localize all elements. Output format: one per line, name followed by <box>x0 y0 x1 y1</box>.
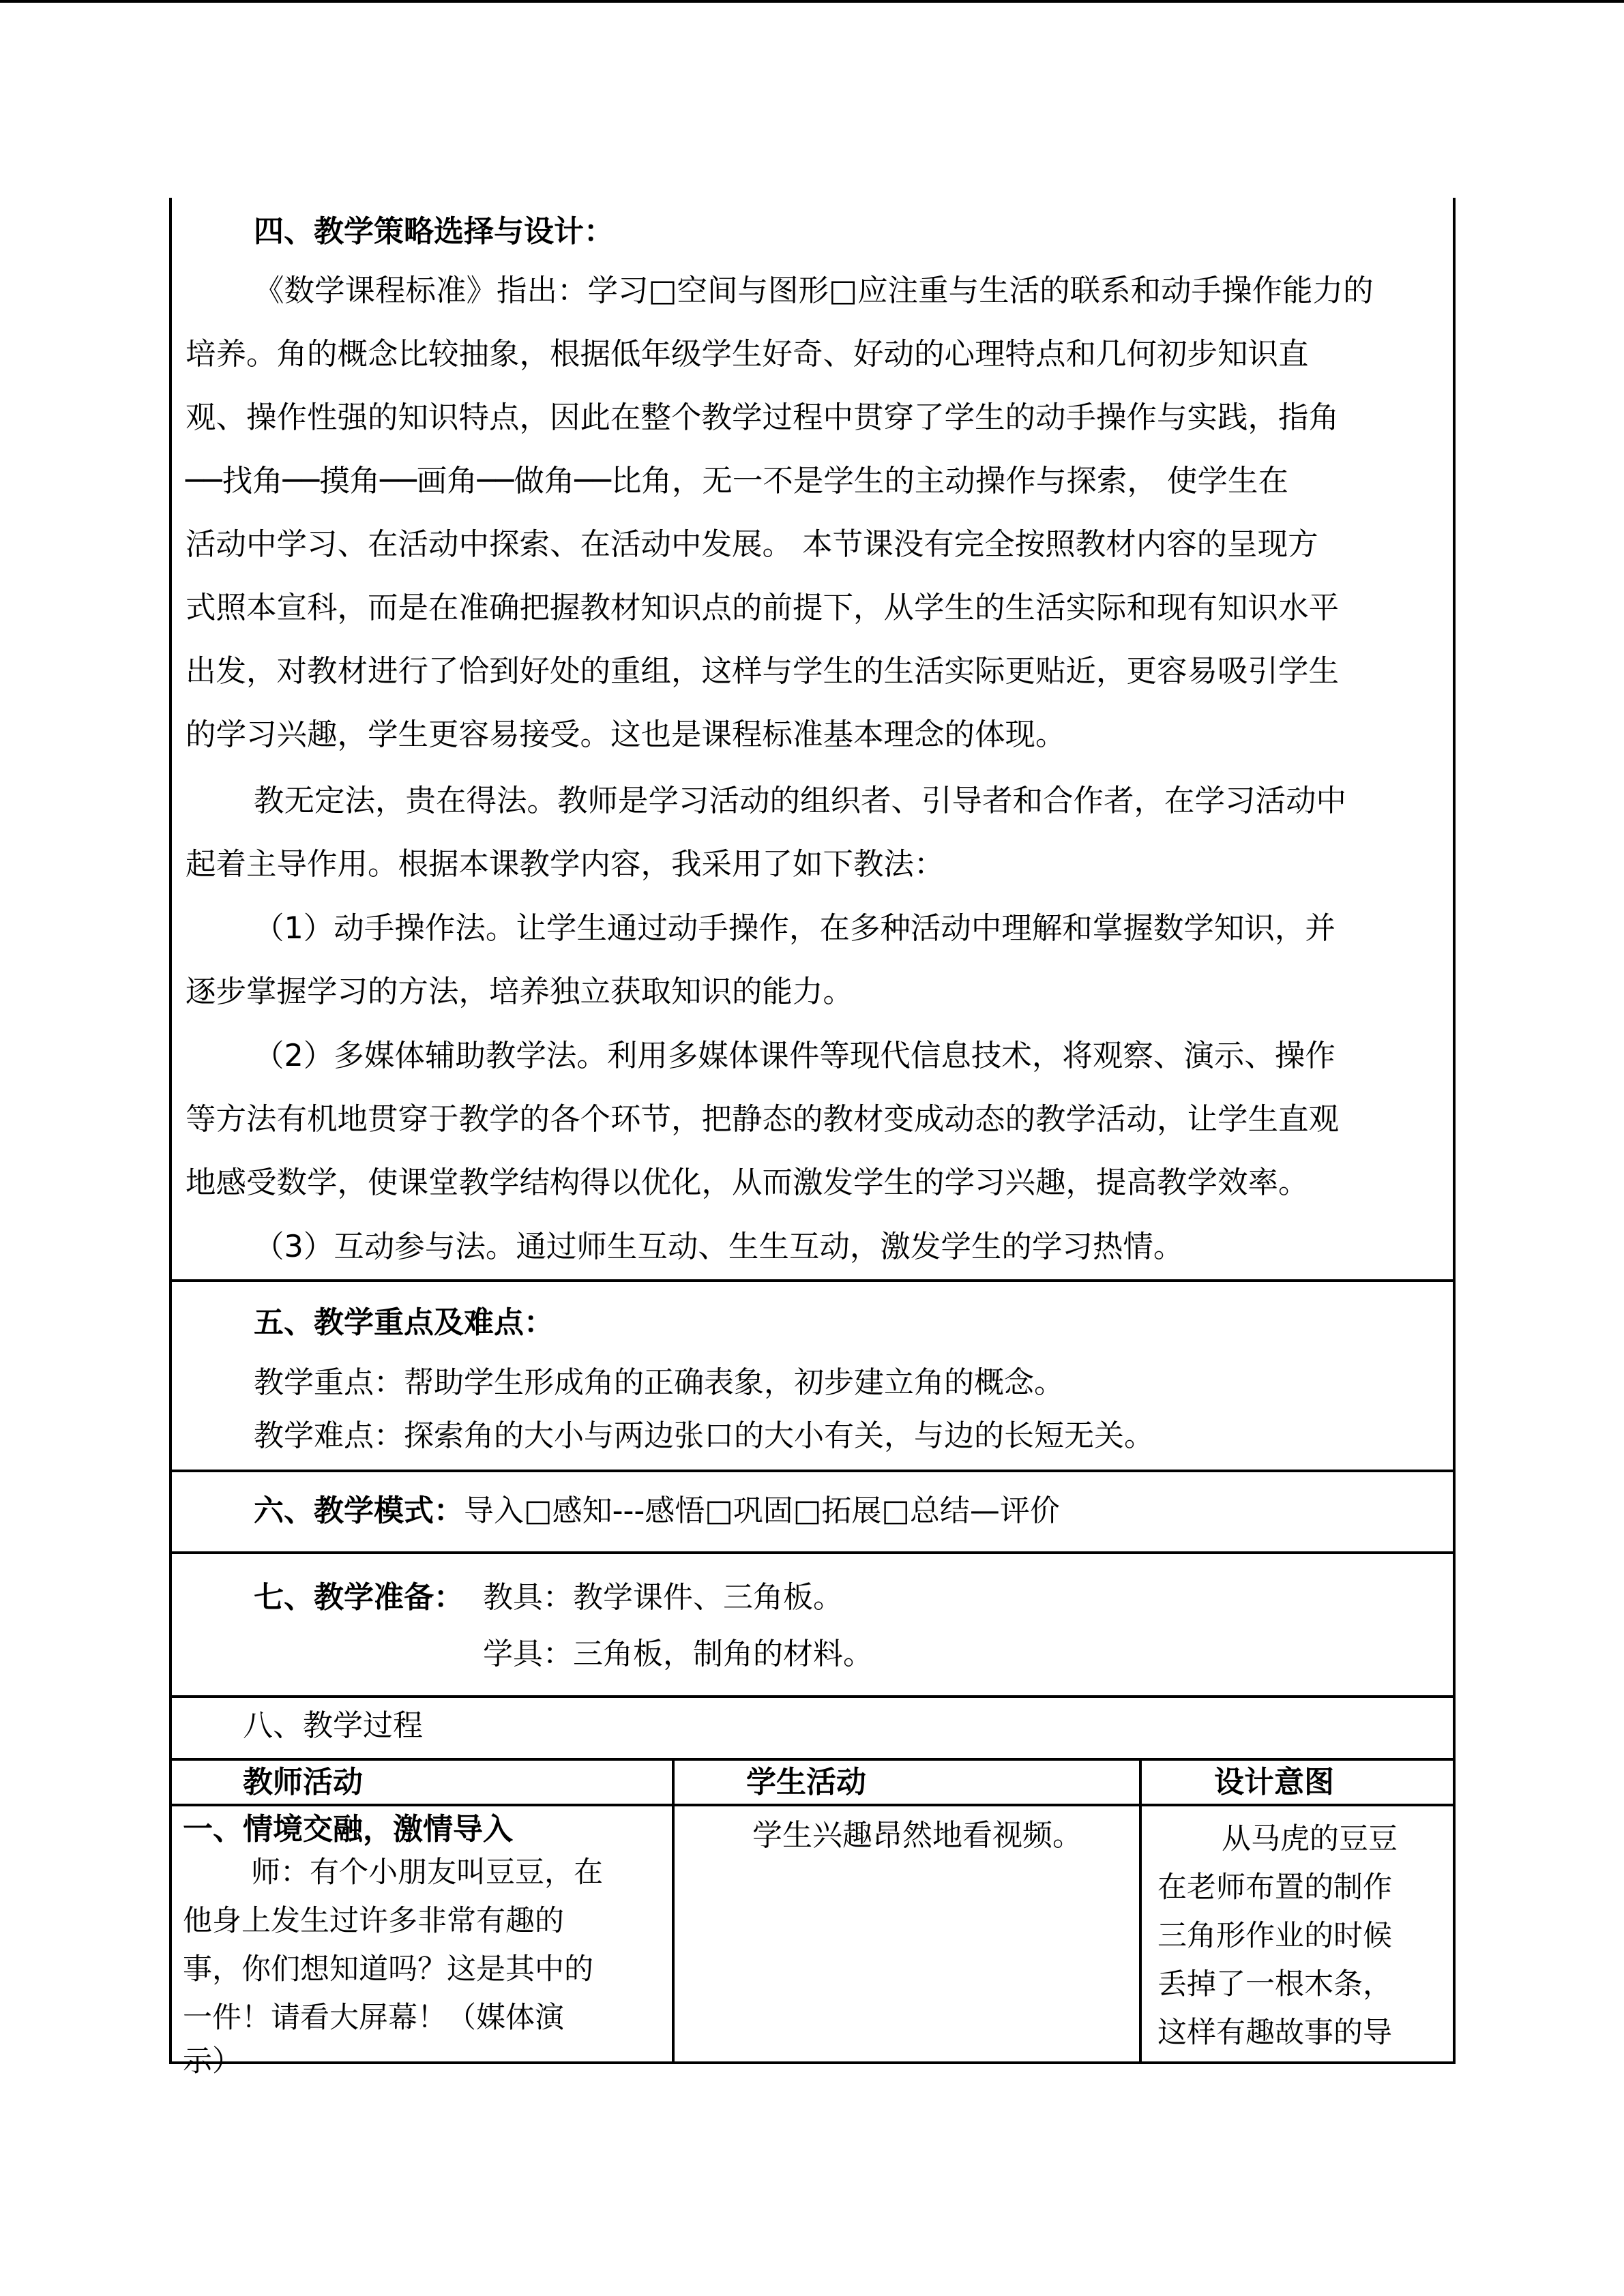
row1-intent-line4: 丢掉了一根木条， <box>1157 1967 1392 2001</box>
method2-line1: （2）多媒体辅助教学法。利用多媒体课件等现代信息技术，将观察、演示、操作 <box>254 1039 1335 1073</box>
key-point: 教学重点：帮助学生形成角的正确表象，初步建立角的概念。 <box>254 1365 1064 1400</box>
row1-intent-line1: 从马虎的豆豆 <box>1222 1822 1398 1856</box>
divider-after-section6 <box>169 1551 1456 1554</box>
teaching-mode: 导入□感知---感悟□巩固□拓展□总结—评价 <box>464 1493 1060 1528</box>
method2-line2: 等方法有机地贯穿于教学的各个环节，把静态的教材变成动态的教学活动，让学生直观 <box>186 1102 1340 1137</box>
section7-heading: 七、教学准备： <box>254 1580 464 1615</box>
method3-line: （3）互动参与法。通过师生互动、生生互动，激发学生的学习热情。 <box>254 1229 1184 1264</box>
table-bottom-border <box>169 2061 1456 2064</box>
section4-para1-line2: 培养。角的概念比较抽象，根据低年级学生好奇、好动的心理特点和几何初步知识直 <box>186 337 1309 372</box>
row1-teacher-line1: 师：有个小朋友叫豆豆，在 <box>251 1855 603 1890</box>
row1-teacher-line2: 他身上发生过许多非常有趣的 <box>183 1904 564 1938</box>
section4-para1-line4: ──找角──摸角──画角──做角──比角，无一不是学生的主动操作与探索， 使学生在 <box>186 464 1289 498</box>
section4-heading: 四、教学策略选择与设计： <box>254 214 614 249</box>
section4-para1-line3: 观、操作性强的知识特点，因此在整个教学过程中贯穿了学生的动手操作与实践，指角 <box>186 400 1340 435</box>
divider-after-section8-heading <box>169 1758 1456 1761</box>
divider-after-section7 <box>169 1695 1456 1698</box>
method1-line2: 逐步掌握学习的方法，培养独立获取知识的能力。 <box>186 974 854 1009</box>
row1-intent-line2: 在老师布置的制作 <box>1157 1870 1392 1905</box>
row1-student-activity: 学生兴趣昂然地看视频。 <box>752 1818 1082 1853</box>
row1-teacher-line3: 事，你们想知道吗？这是其中的 <box>183 1952 593 1986</box>
row1-teacher-line4: 一件！请看大屏幕！（媒体演 <box>183 2001 564 2035</box>
page-top-border <box>0 0 1624 3</box>
section4-para1-line5: 活动中学习、在活动中探索、在活动中发展。 本节课没有完全按照教材内容的呈现方 <box>186 527 1318 562</box>
teacher-tools: 教具：教学课件、三角板。 <box>483 1580 843 1615</box>
section4-para1-line8: 的学习兴趣，学生更容易接受。这也是课程标准基本理念的体现。 <box>186 717 1066 752</box>
divider-after-section4 <box>169 1279 1456 1282</box>
row1-teacher-title: 一、情境交融，激情导入 <box>183 1812 513 1847</box>
section6-line <box>254 1491 1060 1532</box>
section6-heading: 六、教学模式： <box>254 1493 464 1528</box>
column-header-intent: 设计意图 <box>1214 1765 1334 1800</box>
method1-line1: （1）动手操作法。让学生通过动手操作，在多种活动中理解和掌握数学知识，并 <box>254 911 1335 946</box>
section5-heading: 五、教学重点及难点： <box>254 1305 554 1340</box>
row1-teacher-line5: 示） <box>183 2044 241 2078</box>
section4-para1-line1: 《数学课程标准》指出：学习□空间与图形□应注重与生活的联系和动手操作能力的 <box>254 273 1374 308</box>
column-divider-2 <box>1139 1758 1142 2064</box>
row1-intent-line5: 这样有趣故事的导 <box>1157 2016 1392 2050</box>
section4-para1-line6: 式照本宣科，而是在准确把握教材知识点的前提下，从学生的生活实际和现有知识水平 <box>186 591 1340 625</box>
divider-after-section5 <box>169 1470 1456 1472</box>
row1-intent-line3: 三角形作业的时候 <box>1157 1919 1392 1953</box>
section4-para2-line1: 教无定法，贵在得法。教师是学习活动的组织者、引导者和合作者，在学习活动中 <box>254 784 1347 818</box>
method2-line3: 地感受数学，使课堂教学结构得以优化，从而激发学生的学习兴趣，提高教学效率。 <box>186 1165 1309 1200</box>
table-left-border <box>169 198 172 2064</box>
column-divider-1 <box>672 1758 675 2064</box>
divider-after-column-headers <box>169 1804 1456 1806</box>
section4-para2-line2: 起着主导作用。根据本课教学内容，我采用了如下教法： <box>186 847 945 882</box>
section4-para1-line7: 出发，对教材进行了恰到好处的重组，这样与学生的生活实际更贴近，更容易吸引学生 <box>186 654 1340 689</box>
column-header-student: 学生活动 <box>746 1765 866 1800</box>
difficulty: 教学难点：探索角的大小与两边张口的大小有关，与边的长短无关。 <box>254 1418 1154 1453</box>
table-right-border <box>1453 198 1456 2064</box>
student-tools: 学具：三角板，制角的材料。 <box>483 1637 873 1671</box>
column-header-teacher: 教师活动 <box>243 1765 363 1800</box>
section8-heading: 八、教学过程 <box>243 1708 423 1743</box>
